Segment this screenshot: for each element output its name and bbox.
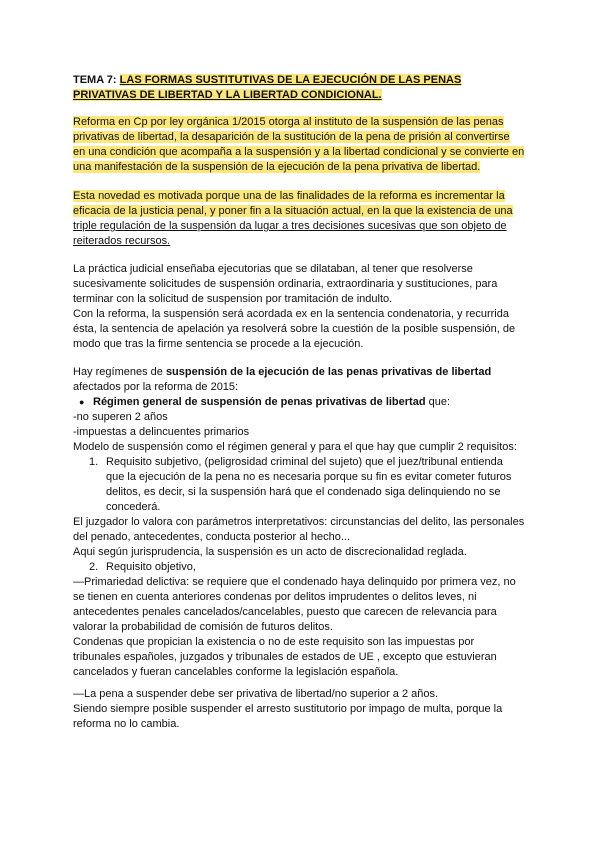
regime-line: Aqui según jurisprudencia, la suspensión es un acto de discrecionalidad reglada. — [73, 546, 467, 558]
bullet-item — [79, 396, 450, 408]
title-line-1: LAS FORMAS SUSTITUTIVAS DE LA EJECUCIÓN DE LAS PENAS — [119, 74, 462, 86]
p1-line: una manifestación de la suspensión de la ejecución de la pena privativa de libertad. — [73, 161, 481, 173]
final-line: Siendo siempre posible suspender el arresto sustitutorio por impago de multa, porque la — [73, 703, 503, 715]
final-line: reforma no lo cambia. — [73, 718, 180, 730]
regime-line: del penado, antecedentes, conducta posterior al hecho... — [73, 531, 351, 543]
item-number: 2. — [89, 561, 99, 573]
item-text: que la ejecución de la pena no es necesaria porque su fin es evitar cometer futuros — [106, 471, 512, 483]
p3-line: La práctica judicial enseñaba ejecutorias que se dilataban, al tener que resolverse — [73, 263, 473, 275]
p1-line: Reforma en Cp por ley orgánica 1/2015 otorga al instituto de la suspensión de las penas — [73, 116, 504, 128]
bullet-rest: que: — [425, 396, 451, 408]
final-line: —La pena a suspender debe ser privativa de libertad/no superior a 2 años. — [73, 688, 439, 700]
item-text: concederá. — [106, 501, 161, 513]
regime-line: Condenas que propician la existencia o no de este requisito son las impuestas por — [73, 636, 475, 648]
p3-line: terminar con la solicitud de suspension por tramitación de indulto. — [73, 293, 393, 305]
p3-line: ésta, la sentencia de apelación ya resolverá sobre la cuestión de la posible suspensión, de — [73, 323, 516, 335]
regime-line: -no superen 2 años — [73, 411, 168, 423]
p3-line: Con la reforma, la suspensión será acordada ex en la sentencia condenatoria, y recurrida — [73, 308, 509, 320]
page-title — [73, 72, 531, 102]
regime-line: valorar la probabilidad de comisión de futuros delitos. — [73, 621, 333, 633]
paragraph-judicial-practice — [73, 262, 531, 352]
paragraph-motivation — [73, 189, 531, 249]
regime-line: cancelados y fueran cancelables conforme la legislación española. — [73, 666, 399, 678]
regimes-intro-2: afectados por la reforma de 2015: — [73, 381, 239, 393]
item-text: Requisito subjetivo, (peligrosidad criminal del sujeto) que el juez/tribunal entienda — [106, 456, 503, 468]
numbered-item-1 — [73, 455, 531, 470]
p1-line: en una condición que acompaña a la suspensión y a la libertad condicional y se convierte en — [73, 146, 525, 158]
item-text: Requisito objetivo, — [106, 561, 196, 573]
regime-line: -impuestas a delincuentes primarios — [73, 426, 250, 438]
item-number: 1. — [89, 456, 99, 468]
p2-line: reiterados recursos. — [73, 235, 171, 247]
title-prefix: TEMA 7: — [73, 74, 120, 86]
numbered-item-2 — [73, 560, 531, 575]
p3-line: sucesivamente solicitudes de suspensión ordinaria, extraordinaria y sustituciones, para — [73, 278, 498, 290]
regime-line: antecedentes penales cancelados/cancelables, puesto que carecen de relevancia para — [73, 606, 497, 618]
section-regimes — [73, 365, 531, 680]
p2-line: Esta novedad es motivada porque una de las finalidades de la reforma es incrementar la — [73, 190, 505, 202]
p2-line: eficacia de la justicia penal, y poner fin a la situación actual, en la que la existencia de una — [73, 205, 513, 217]
regime-line: tribunales españoles, juzgados y tribunales de estados de UE , excepto que estuvieran — [73, 651, 497, 663]
paragraph-penalty — [73, 687, 531, 732]
paragraph-reform — [73, 115, 531, 175]
regimes-intro-bold: suspensión de la ejecución de las penas privativas de libertad — [165, 366, 492, 378]
p3-line: modo que tras la firme sentencia se procede a la ejecución. — [73, 338, 364, 350]
p1-line: privativas de libertad, la desaparición de la sustitución de la pena de prisión al convertirse — [73, 131, 510, 143]
regime-line: Modelo de suspensión como el régimen general y para el que hay que cumplir 2 requisitos: — [73, 441, 517, 453]
p2-line: triple regulación de la suspensión da lugar a tres decisiones sucesivas que son objeto de — [73, 220, 507, 232]
regimes-intro: Hay regímenes de — [73, 366, 166, 378]
regime-line: El juzgador lo valora con parámetros interpretativos: circunstancias del delito, las personales — [73, 516, 525, 528]
regime-line: se tienen en cuenta anteriores condenas por delitos imprudentes o delitos leves, ni — [73, 591, 477, 603]
bullet-bold: Régimen general de suspensión de penas privativas de libertad — [93, 396, 426, 408]
title-line-2: PRIVATIVAS DE LIBERTAD Y LA LIBERTAD CONDICIONAL. — [73, 89, 382, 101]
regime-line: —Primariedad delictiva: se requiere que el condenado haya delinquido por primera vez, no — [73, 576, 516, 588]
item-text: delitos, es decir, si la suspensión hará que el condenado siga delinquiendo no se — [106, 486, 501, 498]
